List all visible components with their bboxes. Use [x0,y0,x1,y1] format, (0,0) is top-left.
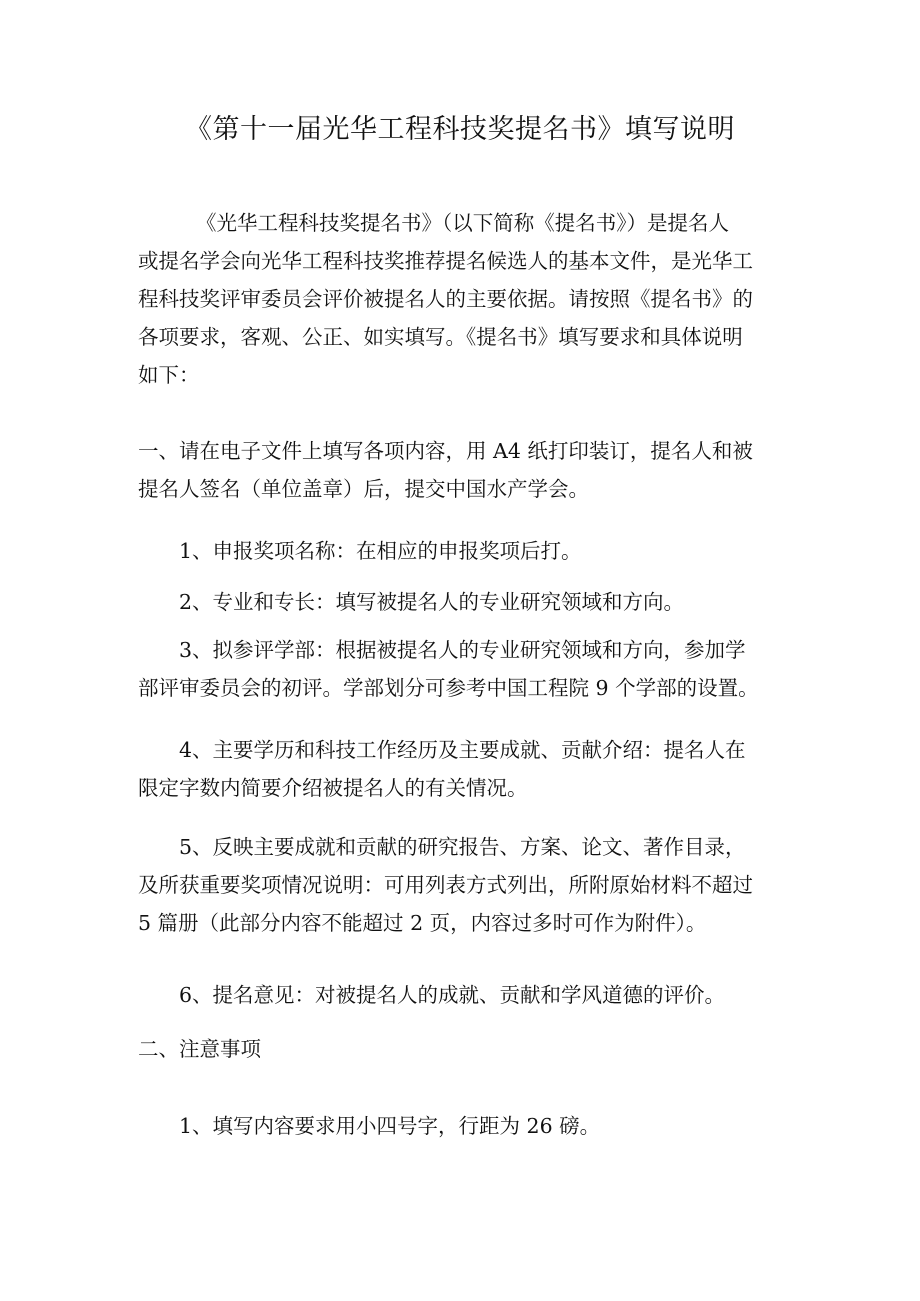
section-2-heading [138,1030,788,1068]
item-1-text: 1、申报奖项名称：在相应的申报奖项后打。 [179,539,582,563]
note-1-text: 1、填写内容要求用小四号字，行距为 26 磅。 [179,1114,601,1138]
section-2-heading-text: 二、注意事项 [138,1037,261,1061]
item-6-text: 6、提名意见：对被提名人的成就、贡献和学风道德的评价。 [179,983,726,1007]
section-1-line: 一、请在电子文件上填写各项内容，用 A4 纸打印装订，提名人和被 [138,439,753,463]
item-4-line: 4、主要学历和科技工作经历及主要成就、贡献介绍：提名人在 [179,738,746,762]
intro-line: 或提名学会向光华工程科技奖推荐提名候选人的基本文件，是光华工 [138,249,753,273]
item-3-line: 3、拟参评学部：根据被提名人的专业研究领域和方向，参加学 [179,638,746,662]
item-5-line: 及所获重要奖项情况说明：可用列表方式列出，所附原始材料不超过 [138,873,753,897]
item-3 [138,631,788,707]
intro-line: 如下： [138,363,200,387]
document-title: 《第十一届光华工程科技奖提名书》填写说明 [185,114,735,145]
intro-line: 《光华工程科技奖提名书》（以下简称《提名书》）是提名人 [196,211,729,235]
item-2-text: 2、专业和专长：填写被提名人的专业研究领域和方向。 [179,590,685,614]
intro-line: 各项要求，客观、公正、如实填写。《提名书》填写要求和具体说明 [138,325,743,349]
item-3-line: 部评审委员会的初评。学部划分可参考中国工程院 9 个学部的设置。 [138,676,759,700]
note-1 [138,1107,788,1145]
item-2 [138,583,788,621]
intro-line: 程科技奖评审委员会评价被提名人的主要依据。请按照《提名书》的 [138,287,753,311]
item-4 [138,731,788,807]
item-5-line: 5 篇册（此部分内容不能超过 2 页，内容过多时可作为附件）。 [138,911,707,935]
item-4-line: 限定字数内简要介绍被提名人的有关情况。 [138,776,528,800]
section-1-line: 提名人签名（单位盖章）后，提交中国水产学会。 [138,477,589,501]
section-1-paragraph [138,432,788,508]
item-6 [138,976,788,1014]
item-5-line: 5、反映主要成就和贡献的研究报告、方案、论文、著作目录， [179,835,746,859]
item-1 [138,532,788,570]
intro-paragraph [138,204,788,394]
item-5 [138,828,788,942]
